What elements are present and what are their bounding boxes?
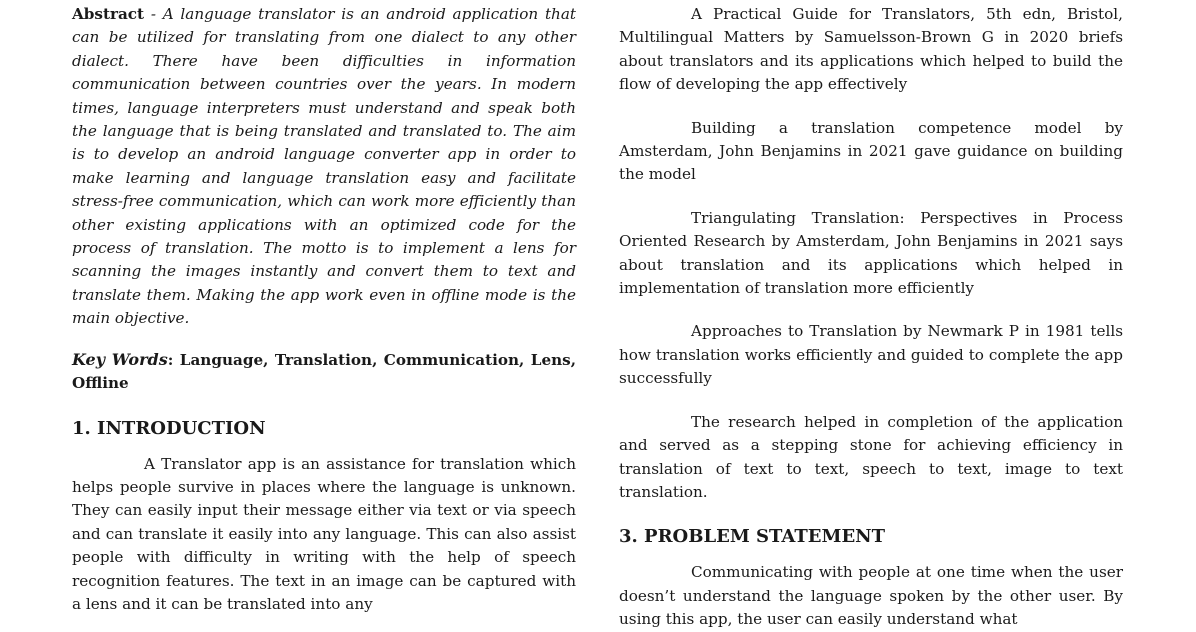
literature-paragraph-4: Approaches to Translation by Newmark P in 1981 tells how translation works efficiently and guided to complete the app successfully — [619, 322, 1123, 388]
literature-paragraph-5: The research helped in completion of the application and served as a stepping stone for achieving efficiency in translation of text to text, speech to text, image to text translation. — [619, 412, 1123, 501]
abstract-text: - A language translator is an android application that can be utilized for translating from one dialect to any other dialect. There have been difficulties in information communication between countries over the years. In modern times, language interpreters must understand and speak both the language that is being translated and translated to. The aim is to develop an android language converter app in order to make learning and language translation easy and facilitate stress-free communication, which can work more efficiently than other existing applications with an optimized code for the process of translation. The motto is to implement a lens for scanning the images instantly and convert them to text and translate them. Making the app work even in offline mode is the main objective. — [72, 5, 576, 328]
introduction-paragraph: A Translator app is an assistance for translation which helps people survive in places where the language is unknown. They can easily input their message either via text or via speech and can translate it easily into any language. This can also assist people with difficulty in writing with the help of speech recognition features. The text in an image can be captured with a lens and it can be translated into any — [72, 454, 576, 613]
right-column — [619, 0, 1123, 632]
problem-statement-heading: 3. PROBLEM STATEMENT — [619, 526, 886, 548]
problem-statement-paragraph: Communicating with people at one time when the user doesn’t understand the language spoken by the other user. By using this app, the user can easily understand what — [619, 563, 1123, 629]
introduction-heading: 1. INTRODUCTION — [72, 417, 266, 439]
keywords-text: : Language, Translation, Communication, Lens, Offline — [72, 350, 577, 393]
literature-paragraph-2: Building a translation competence model by Amsterdam, John Benjamins in 2021 gave guidance on building the model — [619, 118, 1123, 184]
literature-paragraph-1: A Practical Guide for Translators, 5th edn, Bristol, Multilingual Matters by Samuelsson-Brown G in 2020 briefs about translators and its applications which helped to build the flow of developing the app effectively — [619, 5, 1123, 94]
left-column — [72, 0, 576, 616]
keywords-paragraph — [72, 348, 576, 396]
literature-paragraph-3: Triangulating Translation: Perspectives in Process Oriented Research by Amsterdam, John Benjamins in 2021 says about translation and its applications which helped in implementation of translation more efficiently — [619, 208, 1123, 298]
abstract-paragraph — [72, 3, 576, 331]
abstract-label: Abstract — [72, 5, 145, 23]
keywords-label: Key Words — [72, 349, 168, 369]
